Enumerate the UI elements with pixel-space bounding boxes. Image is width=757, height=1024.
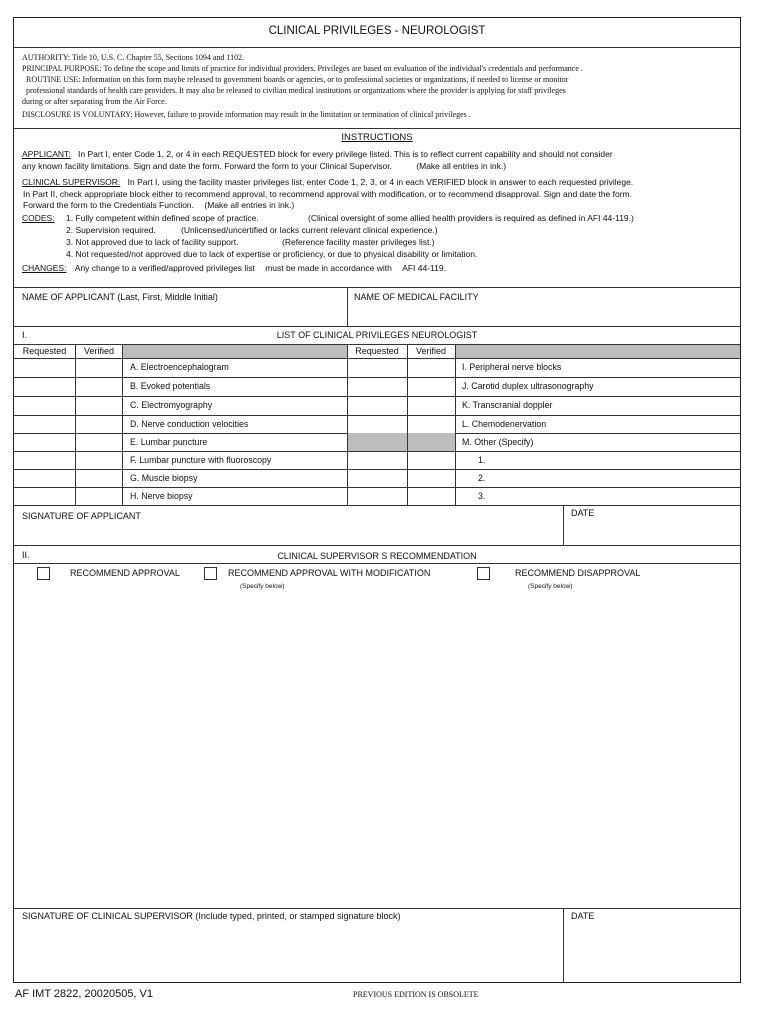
applicant-instructions-line-2: any known facility limitations. Sign and date the form. Forward the form to your Clinical Supervisor. <box>22 160 392 171</box>
supervisor-instructions-line-3: Forward the form to the Credentials Function. <box>23 200 195 210</box>
privilege-item-left: E. Lumbar puncture <box>130 437 208 447</box>
divider <box>563 908 564 983</box>
recommend-disapproval-checkbox[interactable] <box>477 567 490 580</box>
changes-label: CHANGES: <box>22 263 67 273</box>
routine-use-text-1: ROUTINE USE: Information on this form maybe released to government boards or agencies, or to professional societies or organizations, if needed to license or monitor <box>26 75 569 84</box>
divider <box>13 505 741 506</box>
facility-name-label: NAME OF MEDICAL FACILITY <box>354 292 479 302</box>
right-requested-header: Requested <box>355 346 399 356</box>
verified-cell-right[interactable] <box>407 487 455 505</box>
codes-label <box>22 213 55 225</box>
privilege-item-left: G. Muscle biopsy <box>130 473 198 483</box>
recommend-approval-label: RECOMMEND APPROVAL <box>70 568 180 578</box>
header-shade <box>122 345 347 358</box>
applicant-date-label: DATE <box>571 508 595 518</box>
supervisor-signature-field[interactable] <box>14 924 562 982</box>
part-1-numeral: I. <box>22 330 28 340</box>
requested-cell-left[interactable] <box>14 377 75 396</box>
requested-cell-right[interactable] <box>347 377 407 396</box>
supervisor-date-field[interactable] <box>565 924 740 982</box>
part-2-numeral: II. <box>22 550 30 560</box>
verified-cell-left[interactable] <box>75 451 122 469</box>
supervisor-instructions-line-1: In Part I, using the facility master privileges list, enter Code 1, 2, 3, or 4 in each VERIFIED block in answer to each requested privilege. <box>127 177 634 187</box>
applicant-instructions-line-1: In Part I, enter Code 1, 2, or 4 in each REQUESTED block for every privilege listed. This is to reflect current capability and should not consider <box>78 149 613 159</box>
code-2-note: (Unlicensed/uncertified or lacks current relevant clinical experience.) <box>181 225 438 235</box>
verified-cell-left[interactable] <box>75 358 122 377</box>
verified-cell-left[interactable] <box>75 377 122 396</box>
privilege-item-left: C. Electromyography <box>130 400 213 410</box>
supervisor-instructions-line-2: In Part II, check appropriate block either to recommend approval, to recommend approval with modification, or to recommend disapproval. Sign and date the form. <box>23 188 633 199</box>
requested-cell-right[interactable] <box>347 358 407 377</box>
divider <box>347 344 348 505</box>
applicant-signature-label: SIGNATURE OF APPLICANT <box>22 511 141 521</box>
privilege-item-left: F. Lumbar puncture with fluoroscopy <box>130 455 272 465</box>
left-requested-header: Requested <box>22 346 67 356</box>
privilege-item-right: L. Chemodenervation <box>462 419 547 429</box>
requested-cell-right[interactable] <box>347 415 407 433</box>
divider <box>13 545 741 546</box>
supervisor-comments-area[interactable] <box>20 598 734 903</box>
modification-specify-note: (Specify below) <box>240 583 285 590</box>
purpose-text: PRINCIPAL PURPOSE: To define the scope and limits of practice for individual providers. Privileges are based on evaluation of the individual's credentials and performance . <box>22 64 583 73</box>
verified-cell-right[interactable] <box>407 469 455 487</box>
divider <box>13 563 741 564</box>
verified-cell-left[interactable] <box>75 396 122 415</box>
right-verified-header: Verified <box>415 346 447 356</box>
recommend-approval-checkbox[interactable] <box>37 567 50 580</box>
requested-cell-right[interactable] <box>347 469 407 487</box>
supervisor-instructions <box>22 177 633 212</box>
changes-reference: AFI 44-119. <box>402 263 446 273</box>
verified-cell-right[interactable] <box>407 358 455 377</box>
privilege-item-right: 1. <box>478 455 486 465</box>
divider <box>13 908 741 909</box>
part-2-title: CLINICAL SUPERVISOR S RECOMMENDATION <box>277 551 477 561</box>
requested-cell-left[interactable] <box>14 487 75 505</box>
applicant-date-field[interactable] <box>565 520 740 544</box>
verified-cell-left[interactable] <box>75 433 122 451</box>
verified-cell-right[interactable] <box>407 396 455 415</box>
disclosure-text: DISCLOSURE IS VOLUNTARY: However, failure to provide information may result in the limitation or termination of clinical privileges . <box>22 110 471 119</box>
code-2: 2. Supervision required. <box>66 225 156 235</box>
applicant-name-label: NAME OF APPLICANT (Last, First, Middle Initial) <box>22 292 218 302</box>
verified-cell-left[interactable] <box>75 469 122 487</box>
divider <box>455 344 456 505</box>
left-verified-header: Verified <box>83 346 115 356</box>
supervisor-label: CLINICAL SUPERVISOR: <box>22 177 121 187</box>
privilege-item-right: J. Carotid duplex ultrasonography <box>462 381 594 391</box>
divider <box>407 344 408 505</box>
privilege-item-right: M. Other (Specify) <box>462 437 534 447</box>
codes-label-text: CODES: <box>22 213 55 223</box>
authority-text: AUTHORITY: Title 10, U.S. C. Chapter 55, Sections 1094 and 1102. <box>22 53 245 62</box>
recommend-modification-checkbox[interactable] <box>204 567 217 580</box>
code-1-note: (Clinical oversight of some allied health providers is required as defined in AFI 44-119.) <box>308 213 634 223</box>
verified-cell-right[interactable] <box>407 451 455 469</box>
applicant-name-field[interactable] <box>14 304 346 325</box>
requested-cell-left[interactable] <box>14 358 75 377</box>
disapproval-specify-note: (Specify below) <box>528 583 573 590</box>
privilege-item-left: B. Evoked potentials <box>130 381 211 391</box>
code-3: 3. Not approved due to lack of facility support. <box>66 237 239 247</box>
code-4: 4. Not requested/not approved due to lack of expertise or proficiency, or due to physical disability or limitation. <box>66 249 478 259</box>
divider <box>13 287 741 288</box>
privilege-item-right: I. Peripheral nerve blocks <box>462 362 562 372</box>
part-1-title: LIST OF CLINICAL PRIVILEGES NEUROLOGIST <box>276 330 478 340</box>
privilege-item-left: H. Nerve biopsy <box>130 491 193 501</box>
requested-cell-left[interactable] <box>14 396 75 415</box>
form-title: CLINICAL PRIVILEGES - NEUROLOGIST <box>268 25 486 37</box>
privilege-item-left: D. Nerve conduction velocities <box>130 419 249 429</box>
supervisor-signature-label: SIGNATURE OF CLINICAL SUPERVISOR (Include typed, printed, or stamped signature block) <box>22 911 401 921</box>
changes-text-2: must be made in accordance with <box>265 263 392 273</box>
privilege-item-left: A. Electroencephalogram <box>130 362 229 372</box>
code-3-note: (Reference facility master privileges list.) <box>282 237 435 247</box>
obsolete-notice: PREVIOUS EDITION IS OBSOLETE <box>353 990 479 999</box>
privilege-item-right: 2. <box>478 473 486 483</box>
routine-use-text-3: during or after separating from the Air Force. <box>22 97 167 106</box>
requested-cell-right[interactable] <box>347 396 407 415</box>
instructions-heading: INSTRUCTIONS <box>341 132 413 143</box>
divider <box>13 47 741 48</box>
supervisor-date-label: DATE <box>571 911 595 921</box>
applicant-instructions <box>22 149 613 172</box>
privilege-item-right: K. Transcranial doppler <box>462 400 553 410</box>
applicant-signature-field[interactable] <box>14 522 562 544</box>
verified-cell-right[interactable] <box>407 415 455 433</box>
requested-cell-right[interactable] <box>347 487 407 505</box>
verified-cell-right[interactable] <box>407 377 455 396</box>
verified-cell-left[interactable] <box>75 415 122 433</box>
verified-cell-left[interactable] <box>75 487 122 505</box>
recommend-modification-label: RECOMMEND APPROVAL WITH MODIFICATION <box>228 568 431 578</box>
divider <box>13 128 741 129</box>
divider <box>75 344 76 505</box>
facility-name-field[interactable] <box>348 304 740 325</box>
privacy-act-statement <box>22 52 583 120</box>
privilege-item-right: 3. <box>478 491 486 501</box>
requested-cell-left[interactable] <box>14 415 75 433</box>
applicant-label: APPLICANT: <box>22 149 71 159</box>
shaded-cell <box>407 433 455 451</box>
form-identifier: AF IMT 2822, 20020505, V1 <box>15 988 153 1000</box>
recommend-disapproval-label: RECOMMEND DISAPPROVAL <box>515 568 641 578</box>
routine-use-text-2: professional standards of health care providers. It may also be released to civilian medical institutions or organizations where the provider is applying for staff privileges <box>26 86 566 95</box>
header-shade <box>455 345 740 358</box>
requested-cell-right[interactable] <box>347 451 407 469</box>
requested-cell-left[interactable] <box>14 433 75 451</box>
requested-cell-left[interactable] <box>14 451 75 469</box>
applicant-ink-note: (Make all entries in ink.) <box>416 160 507 171</box>
changes-instructions <box>22 263 446 275</box>
changes-text: Any change to a verified/approved privileges list <box>74 263 255 273</box>
shaded-cell <box>347 433 407 451</box>
divider <box>13 326 741 327</box>
requested-cell-left[interactable] <box>14 469 75 487</box>
supervisor-ink-note: (Make all entries in ink.) <box>204 200 295 210</box>
divider <box>122 344 123 505</box>
code-1: 1. Fully competent within defined scope of practice. <box>66 213 259 223</box>
divider <box>563 505 564 545</box>
